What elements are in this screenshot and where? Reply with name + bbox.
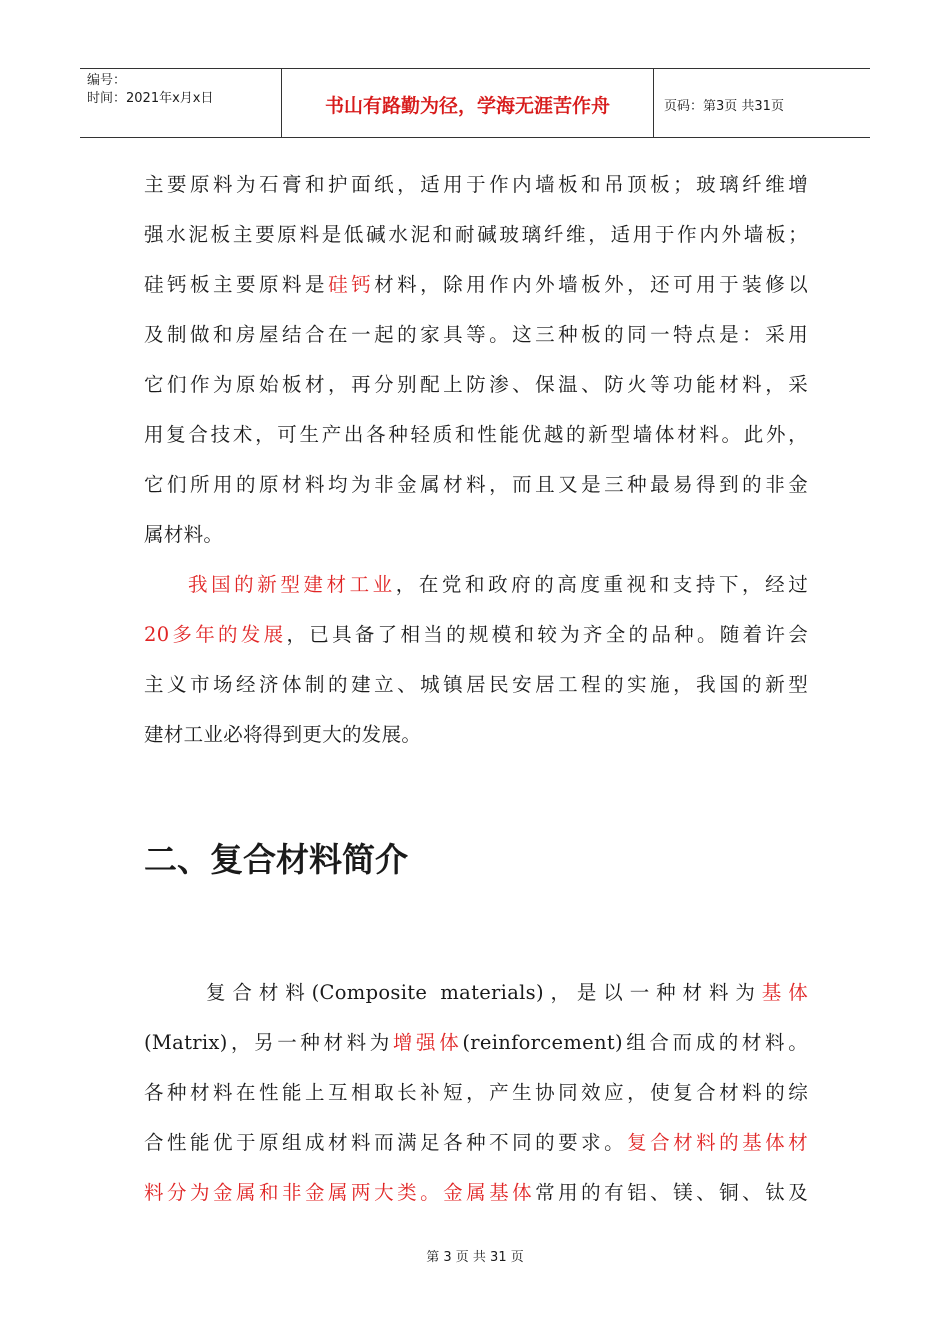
section-heading: 二、复合材料简介 — [144, 840, 408, 879]
header-page-number: 页码：第3页 共31页 — [664, 98, 784, 114]
main-text — [144, 160, 808, 760]
highlight-text: 料分为金属和非金属两大类。 — [144, 1181, 444, 1204]
text-line: 主义市场经济体制的建立、城镇居民安居工程的实施，我国的新型 — [144, 673, 808, 696]
text-line: 主要原料为石膏和护面纸，适用于作内墙板和吊顶板；玻璃纤维增 — [144, 173, 808, 196]
text-line — [144, 968, 808, 1018]
text-line — [144, 260, 808, 310]
highlight-text: 金属基体 — [443, 1181, 536, 1204]
text-line: 属材料。 — [144, 523, 224, 546]
highlight-text: 硅钙 — [328, 273, 375, 296]
text-line — [144, 1118, 808, 1168]
text-span: 硅钙板主要原料是 — [144, 273, 329, 296]
text-span: 复合材料(Composite materials)，是以一种材料为 — [206, 981, 762, 1004]
page-footer: 第 3 页 共 31 页 — [426, 1250, 524, 1265]
text-line: 强水泥板主要原料是低碱水泥和耐碱玻璃纤维，适用于作内外墙板； — [144, 223, 808, 246]
text-line: 它们作为原始板材，再分别配上防渗、保温、防火等功能材料，采 — [144, 373, 808, 396]
text-span: ，已具备了相当的规模和较为齐全的品种。随着许会 — [286, 623, 808, 646]
text-line — [144, 1168, 808, 1218]
text-span: 常用的有铝、镁、铜、钛及 — [535, 1181, 808, 1204]
text-line: 用复合技术，可生产出各种轻质和性能优越的新型墙体材料。此外， — [144, 423, 808, 446]
highlight-text: 20多年的发展 — [144, 623, 287, 646]
text-line: 及制做和房屋结合在一起的家具等。这三种板的同一特点是：采用 — [144, 323, 808, 346]
text-span: (reinforcement)组合而成的材料。 — [462, 1031, 808, 1054]
text-line — [144, 560, 808, 610]
page-header — [80, 68, 870, 138]
highlight-text: 基体 — [761, 981, 808, 1004]
header-motto: 书山有路勤为径，学海无涯苦作舟 — [282, 69, 654, 137]
text-span: 合性能优于原组成材料而满足各种不同的要求。 — [144, 1131, 628, 1154]
time-label: 时间：2021年x月x日 — [87, 91, 214, 106]
text-line: 它们所用的原材料均为非金属材料，而且又是三种最易得到的非金 — [144, 473, 808, 496]
highlight-text: 我国的新型建材工业 — [188, 573, 396, 596]
highlight-text: 增强体 — [392, 1031, 463, 1054]
text-span: ，在党和政府的高度重视和支持下，经过 — [395, 573, 808, 596]
text-line — [144, 1018, 808, 1068]
code-label: 编号： — [87, 73, 127, 88]
section-text — [144, 968, 808, 1218]
text-span: (Matrix)，另一种材料为 — [144, 1031, 393, 1054]
text-line: 各种材料在性能上互相取长补短，产生协同效应，使复合材料的综 — [144, 1081, 808, 1104]
text-span: 材料，除用作内外墙板外，还可用于装修以 — [374, 273, 808, 296]
text-line: 建材工业必将得到更大的发展。 — [144, 723, 422, 746]
text-line — [144, 610, 808, 660]
highlight-text: 复合材料的基体材 — [627, 1131, 808, 1154]
header-meta — [80, 69, 282, 137]
